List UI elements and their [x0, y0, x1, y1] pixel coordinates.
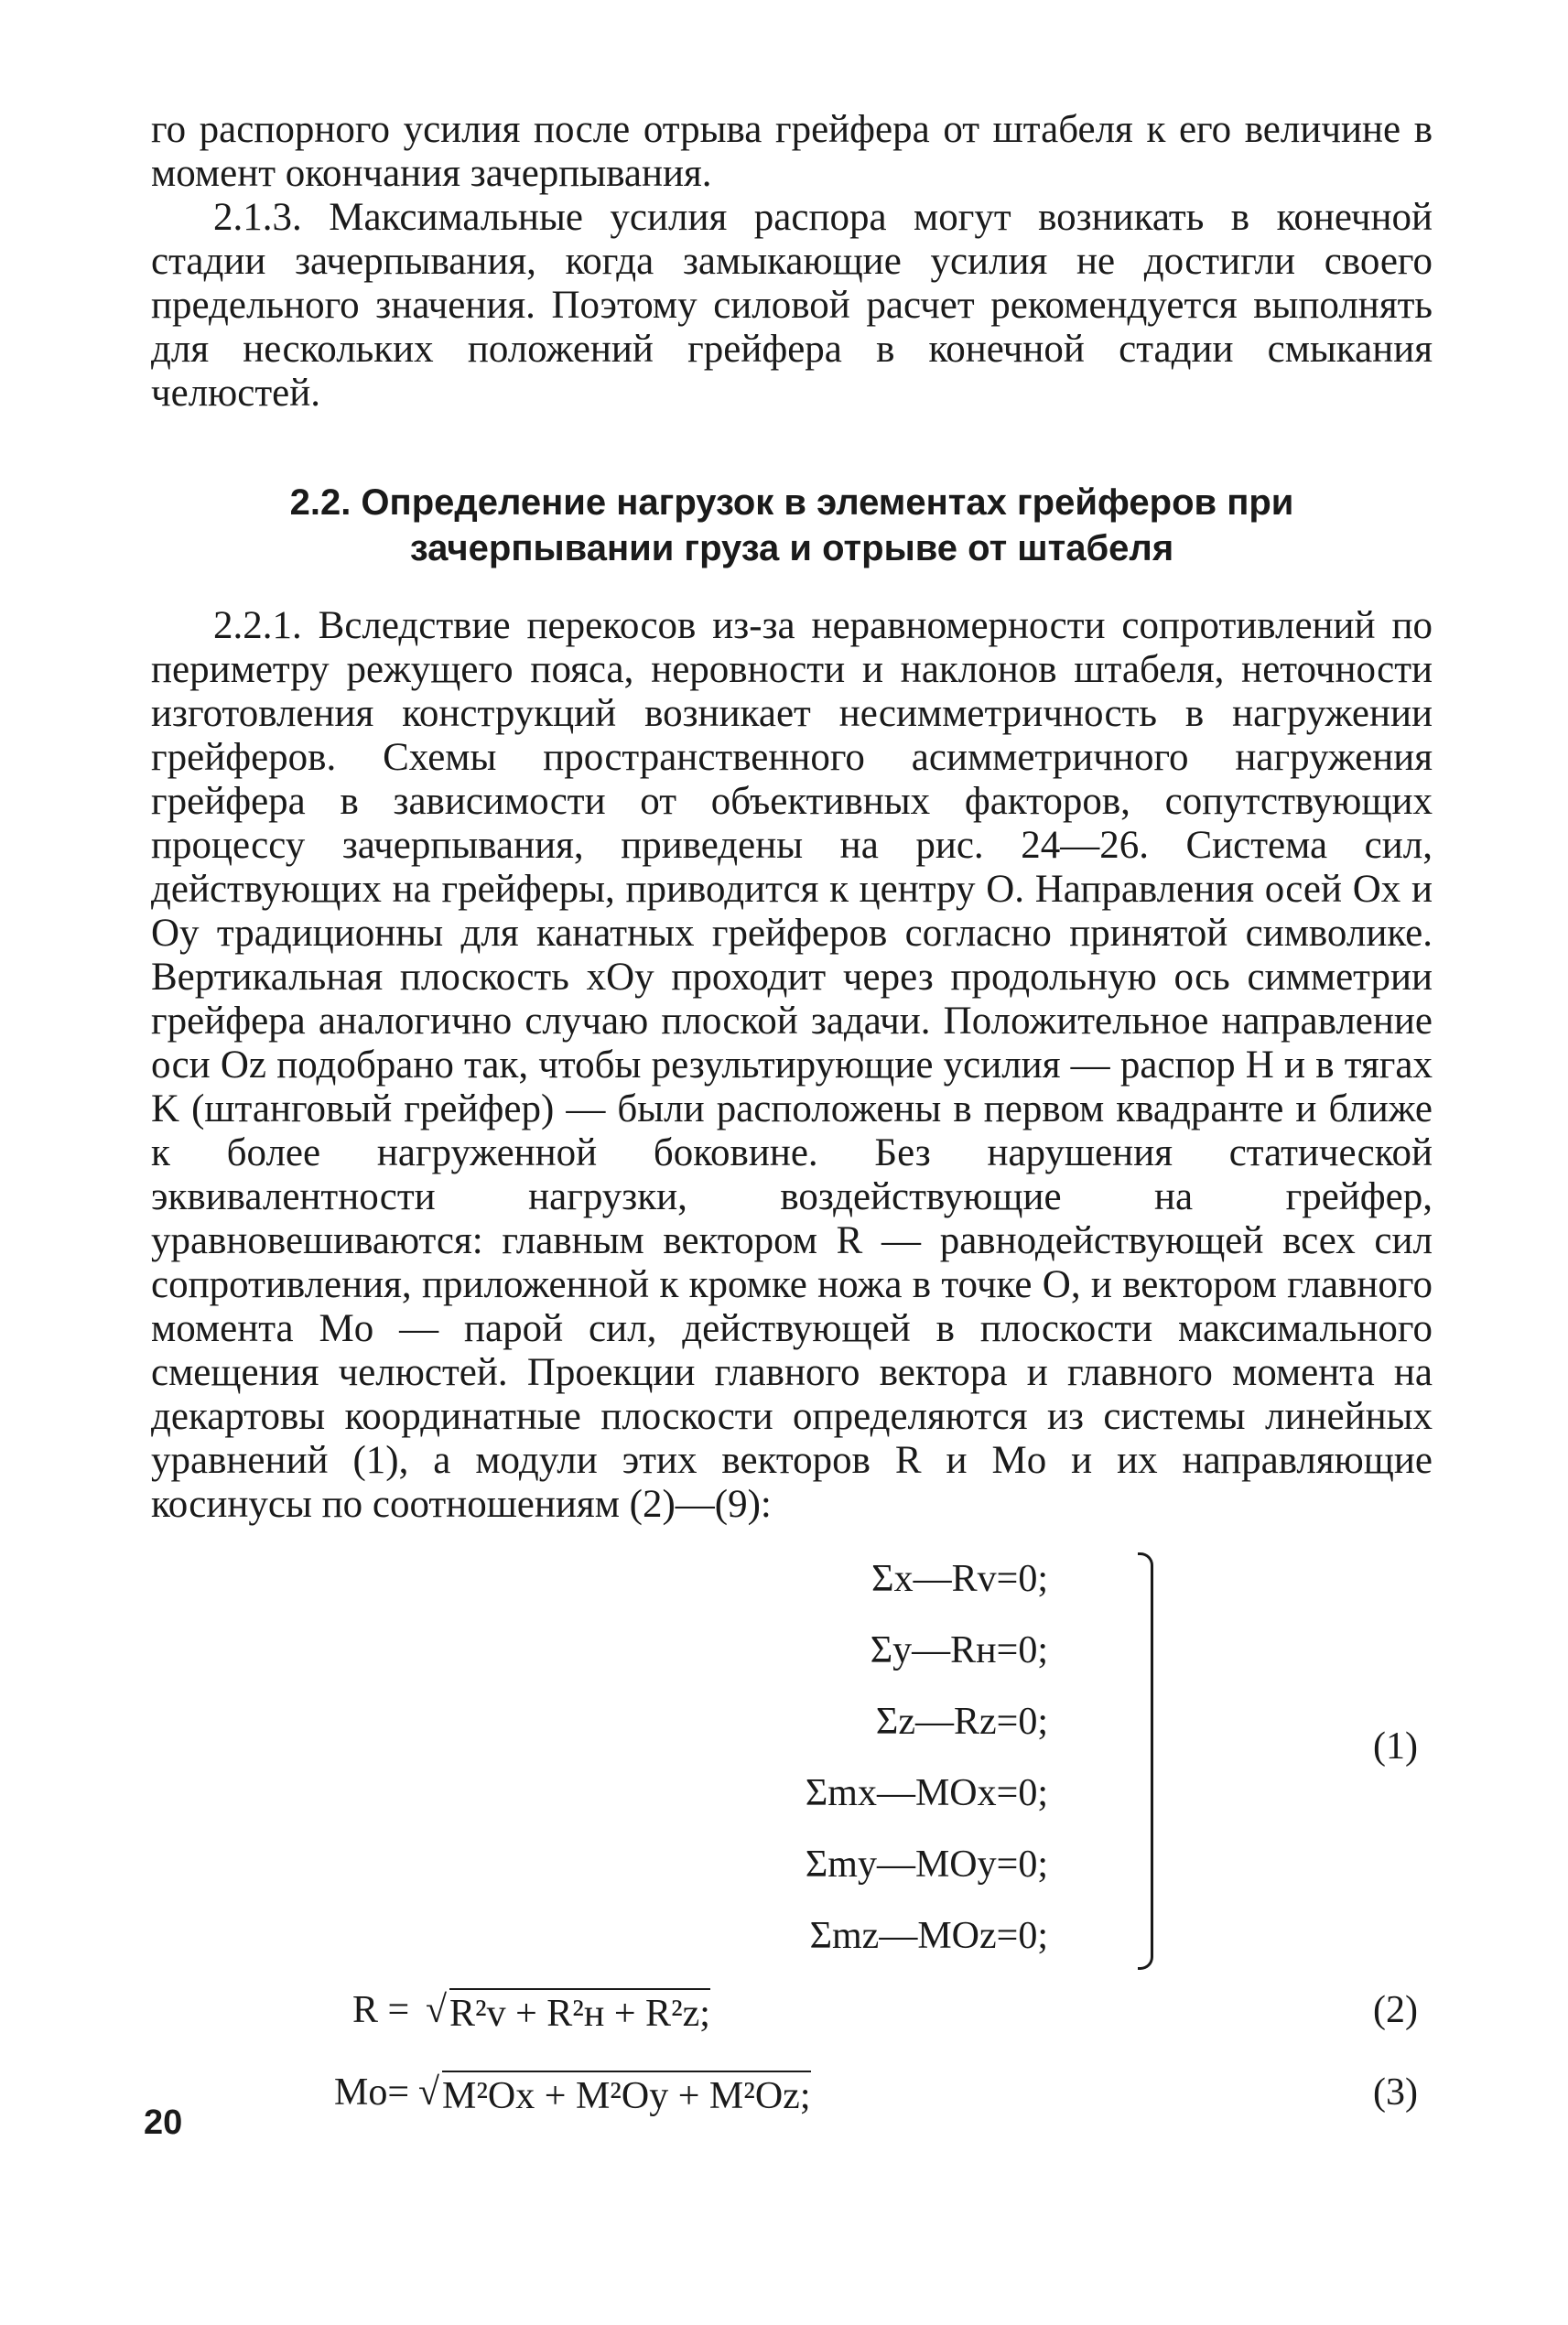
equation-number-3: (3) — [1373, 2071, 1418, 2114]
sqrt-icon: √ — [426, 1989, 448, 2031]
equation-2-lhs: R = — [352, 1989, 410, 2031]
equation-lines — [627, 1543, 1121, 1972]
sqrt-icon: √ — [418, 2071, 440, 2114]
equation-2 — [151, 1974, 1433, 2056]
equation-line: Σmz—MOz=0; — [809, 1915, 1048, 1957]
right-brace-icon — [1138, 1552, 1153, 1970]
equation-system-1 — [151, 1543, 1433, 1974]
equation-line: Σz—Rz=0; — [875, 1701, 1048, 1743]
paragraph-2-2-1: 2.2.1. Вследствие перекосов из-за неравномерности сопротивлений по периметру режущего пояса, неровности и наклонов штабеля, неточности изготовления конструкций возникает несимметричность в нагружении грейферов. Схемы пространственного асимметричного нагружения грейфера в зависимости от объективных факторов, сопутствующих процессу зачерпывания, приведены на рис. 24—26. Система сил, действующих на грейферы, приводится к центру O. Направления осей Ox и Oy традиционны для канатных грейферов согласно принятой символике. Вертикальная плоскость xOy проходит через продольную ось симметрии грейфера аналогично случаю плоской задачи. Положительное направление оси Oz подобрано так, чтобы результирующие усилия — распор H и в тягах K (штанговый грейфер) — были расположены в первом квадранте и ближе к более нагруженной боковине. Без нарушения статической эквивалентности нагрузки, воздействующие на грейфер, уравновешиваются: главным вектором R — равнодействующей всех сил сопротивления, приложенной к кромке ножа в точке O, и вектором главного момента Mo — парой сил, действующей в плоскости максимального смещения челюстей. Проекции главного вектора и главного момента на декартовы координатные плоскости определяются из системы линейных уравнений (1), а модули этих векторов R и Mo и их направляющие косинусы по соотношениям (2)—(9): — [151, 604, 1433, 1526]
heading-line-2: зачерпывании груза и отрыве от штабеля — [409, 528, 1174, 568]
equation-line: Σy—Rн=0; — [870, 1629, 1048, 1671]
equation-3-radicand: M²Ox + M²Oy + M²Oz; — [442, 2071, 811, 2118]
section-heading-2-2 — [151, 480, 1433, 571]
equation-line: Σmy—MOy=0; — [805, 1844, 1048, 1886]
equation-line: Σmx—MOx=0; — [805, 1772, 1048, 1814]
equation-number-2: (2) — [1373, 1989, 1418, 2031]
equation-line: Σx—Rv=0; — [871, 1558, 1048, 1600]
equation-3-lhs: Mo= — [334, 2071, 410, 2114]
equation-2-radicand: R²v + R²н + R²z; — [449, 1988, 710, 2036]
equation-number-1: (1) — [1373, 1725, 1418, 1768]
paragraph-continuation: го распорного усилия после отрыва грейфера от штабеля к его величине в момент окончания зачерпывания. — [151, 108, 1433, 195]
page-number: 20 — [144, 2103, 183, 2142]
paragraph-2-1-3: 2.1.3. Максимальные усилия распора могут возникать в конечной стадии зачерпывания, когда замыкающие усилия не достигли своего предельного значения. Поэтому силовой расчет рекомендуется выполнять для нескольких положений грейфера в конечной стадии смыкания челюстей. — [151, 196, 1433, 415]
heading-line-1: 2.2. Определение нагрузок в элементах грейферов при — [289, 482, 1294, 523]
page-body — [151, 108, 1433, 2138]
equation-3 — [151, 2056, 1433, 2138]
